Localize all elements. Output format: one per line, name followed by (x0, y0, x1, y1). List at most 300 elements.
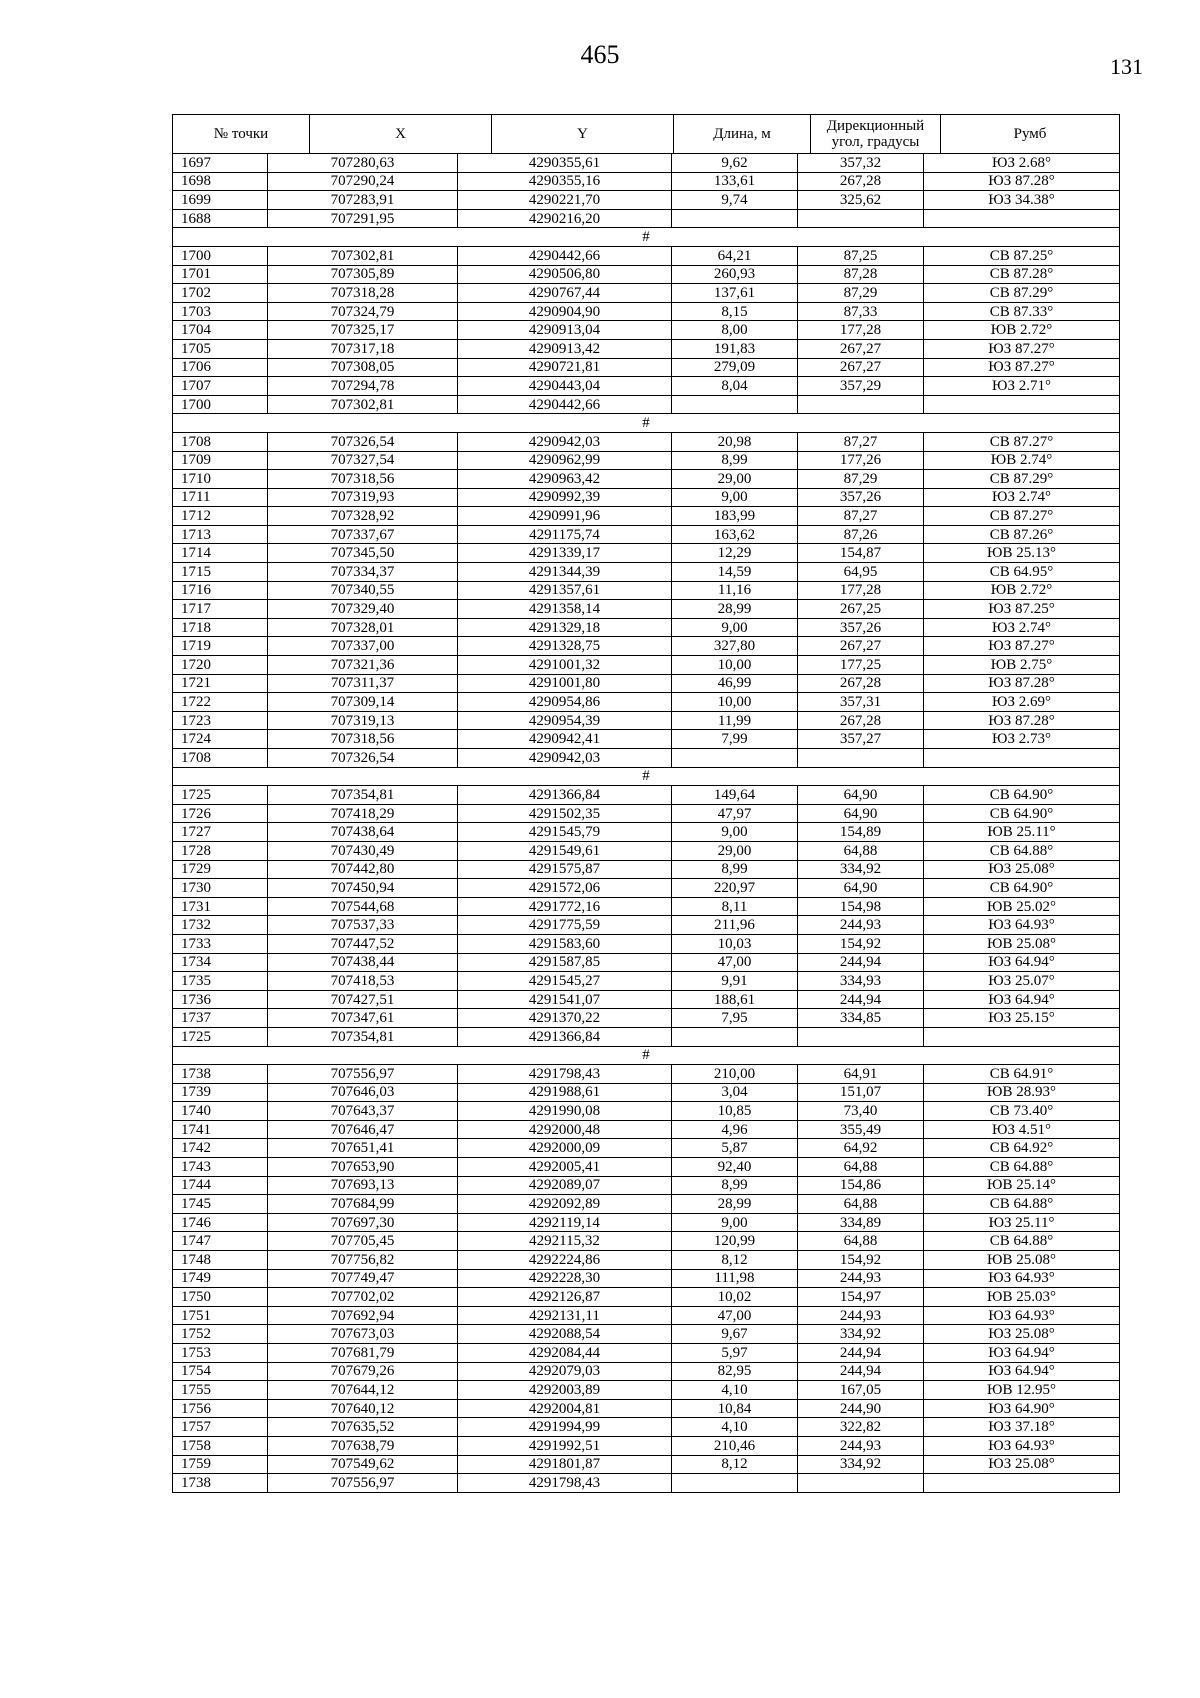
cell-length: 5,87 (672, 1139, 798, 1158)
cell-y: 4292224,86 (458, 1251, 672, 1270)
cell-x: 707635,52 (268, 1418, 458, 1437)
cell-y: 4290942,03 (458, 749, 672, 768)
cell-length: 11,99 (672, 711, 798, 730)
cell-angle: 154,87 (798, 544, 924, 563)
cell-x: 707749,47 (268, 1269, 458, 1288)
separator-row (173, 414, 1120, 433)
table-row (173, 191, 1120, 210)
table-row (173, 1288, 1120, 1307)
cell-x: 707326,54 (268, 432, 458, 451)
cell-point: 1737 (173, 1009, 268, 1028)
cell-y: 4292126,87 (458, 1288, 672, 1307)
cell-rumb: ЮЗ 87.28° (924, 711, 1120, 730)
cell-length: 163,62 (672, 525, 798, 544)
table-row (173, 674, 1120, 693)
cell-point: 1756 (173, 1399, 268, 1418)
table-row (173, 972, 1120, 991)
cell-point: 1749 (173, 1269, 268, 1288)
cell-length: 111,98 (672, 1269, 798, 1288)
cell-y: 4291175,74 (458, 525, 672, 544)
cell-angle: 64,91 (798, 1065, 924, 1084)
cell-y: 4292004,81 (458, 1399, 672, 1418)
cell-angle: 244,90 (798, 1399, 924, 1418)
cell-angle: 87,26 (798, 525, 924, 544)
cell-point: 1725 (173, 786, 268, 805)
table-row (173, 1474, 1120, 1493)
table-row (173, 563, 1120, 582)
cell-rumb: СВ 64.88° (924, 1158, 1120, 1177)
cell-x: 707651,41 (268, 1139, 458, 1158)
table-row (173, 339, 1120, 358)
cell-rumb: ЮЗ 64.94° (924, 1344, 1120, 1363)
cell-point: 1719 (173, 637, 268, 656)
table-row (173, 1195, 1120, 1214)
cell-x: 707345,50 (268, 544, 458, 563)
cell-y: 4291001,32 (458, 656, 672, 675)
cell-point: 1699 (173, 191, 268, 210)
table-row (173, 1436, 1120, 1455)
cell-rumb: СВ 87.29° (924, 470, 1120, 489)
cell-rumb: ЮВ 2.75° (924, 656, 1120, 675)
cell-length: 120,99 (672, 1232, 798, 1251)
cell-angle: 154,89 (798, 823, 924, 842)
cell-angle: 73,40 (798, 1102, 924, 1121)
cell-angle (798, 395, 924, 414)
cell-length: 211,96 (672, 916, 798, 935)
cell-x: 707290,24 (268, 172, 458, 191)
cell-y: 4290506,80 (458, 265, 672, 284)
table-row (173, 1399, 1120, 1418)
table-row (173, 600, 1120, 619)
cell-x: 707321,36 (268, 656, 458, 675)
table-row (173, 990, 1120, 1009)
cell-rumb: ЮЗ 64.93° (924, 1269, 1120, 1288)
separator-row (173, 1046, 1120, 1065)
cell-angle: 357,26 (798, 488, 924, 507)
cell-rumb: СВ 64.91° (924, 1065, 1120, 1084)
separator-mark: # (173, 1046, 1120, 1065)
cell-point: 1739 (173, 1083, 268, 1102)
cell-angle: 64,95 (798, 563, 924, 582)
cell-x: 707644,12 (268, 1381, 458, 1400)
cell-y: 4291541,07 (458, 990, 672, 1009)
cell-length: 4,96 (672, 1120, 798, 1139)
cell-y: 4290913,04 (458, 321, 672, 340)
cell-y: 4290954,86 (458, 693, 672, 712)
cell-length: 28,99 (672, 1195, 798, 1214)
cell-length: 64,21 (672, 246, 798, 265)
cell-rumb: ЮЗ 34.38° (924, 191, 1120, 210)
cell-x: 707427,51 (268, 990, 458, 1009)
cell-x: 707697,30 (268, 1213, 458, 1232)
cell-y: 4291988,61 (458, 1083, 672, 1102)
cell-length (672, 395, 798, 414)
cell-y: 4291587,85 (458, 953, 672, 972)
cell-length: 188,61 (672, 990, 798, 1009)
cell-point: 1738 (173, 1065, 268, 1084)
cell-rumb: ЮЗ 4.51° (924, 1120, 1120, 1139)
cell-point: 1705 (173, 339, 268, 358)
table-row (173, 1120, 1120, 1139)
cell-rumb (924, 209, 1120, 228)
header-point: № точки (173, 115, 310, 154)
cell-rumb: ЮЗ 2.68° (924, 154, 1120, 173)
cell-x: 707438,44 (268, 953, 458, 972)
cell-length: 9,00 (672, 823, 798, 842)
cell-rumb: СВ 64.90° (924, 786, 1120, 805)
cell-length: 220,97 (672, 879, 798, 898)
cell-angle: 334,92 (798, 860, 924, 879)
cell-length: 8,12 (672, 1455, 798, 1474)
cell-angle: 151,07 (798, 1083, 924, 1102)
cell-x: 707280,63 (268, 154, 458, 173)
cell-angle: 334,92 (798, 1455, 924, 1474)
cell-length: 12,29 (672, 544, 798, 563)
cell-angle (798, 1027, 924, 1046)
cell-angle (798, 749, 924, 768)
table-row (173, 1325, 1120, 1344)
cell-y: 4291329,18 (458, 618, 672, 637)
cell-point: 1750 (173, 1288, 268, 1307)
cell-y: 4291545,27 (458, 972, 672, 991)
table-row (173, 209, 1120, 228)
cell-angle: 87,29 (798, 470, 924, 489)
coordinates-table-body (173, 154, 1120, 1493)
table-row (173, 1065, 1120, 1084)
cell-point: 1707 (173, 377, 268, 396)
table-row (173, 1176, 1120, 1195)
cell-rumb: ЮЗ 25.15° (924, 1009, 1120, 1028)
cell-rumb: СВ 87.25° (924, 246, 1120, 265)
separator-mark: # (173, 414, 1120, 433)
cell-point: 1731 (173, 897, 268, 916)
cell-angle: 154,92 (798, 1251, 924, 1270)
cell-angle: 154,86 (798, 1176, 924, 1195)
cell-point: 1718 (173, 618, 268, 637)
table-row (173, 507, 1120, 526)
cell-y: 4290942,41 (458, 730, 672, 749)
cell-length (672, 209, 798, 228)
cell-y: 4290721,81 (458, 358, 672, 377)
cell-length: 10,03 (672, 934, 798, 953)
table-row (173, 1455, 1120, 1474)
cell-x: 707334,37 (268, 563, 458, 582)
cell-length: 8,11 (672, 897, 798, 916)
cell-point: 1751 (173, 1306, 268, 1325)
cell-point: 1714 (173, 544, 268, 563)
cell-y: 4292131,11 (458, 1306, 672, 1325)
cell-angle: 177,28 (798, 321, 924, 340)
cell-y: 4292000,09 (458, 1139, 672, 1158)
cell-rumb: ЮЗ 2.74° (924, 618, 1120, 637)
cell-x: 707442,80 (268, 860, 458, 879)
cell-x: 707556,97 (268, 1474, 458, 1493)
cell-rumb: ЮВ 25.13° (924, 544, 1120, 563)
cell-length: 47,97 (672, 804, 798, 823)
cell-x: 707549,62 (268, 1455, 458, 1474)
table-row (173, 302, 1120, 321)
cell-length: 28,99 (672, 600, 798, 619)
table-row (173, 1251, 1120, 1270)
cell-y: 4292005,41 (458, 1158, 672, 1177)
cell-y: 4291502,35 (458, 804, 672, 823)
cell-rumb: СВ 64.88° (924, 1195, 1120, 1214)
cell-y: 4290443,04 (458, 377, 672, 396)
cell-rumb: СВ 64.88° (924, 1232, 1120, 1251)
table-row (173, 321, 1120, 340)
cell-x: 707673,03 (268, 1325, 458, 1344)
cell-rumb: СВ 87.29° (924, 284, 1120, 303)
cell-rumb: СВ 87.27° (924, 507, 1120, 526)
cell-rumb: ЮЗ 25.11° (924, 1213, 1120, 1232)
cell-y: 4291001,80 (458, 674, 672, 693)
cell-x: 707640,12 (268, 1399, 458, 1418)
cell-length: 7,99 (672, 730, 798, 749)
table-row (173, 1381, 1120, 1400)
cell-length: 9,00 (672, 488, 798, 507)
table-row (173, 1102, 1120, 1121)
cell-length: 137,61 (672, 284, 798, 303)
cell-angle (798, 209, 924, 228)
cell-point: 1753 (173, 1344, 268, 1363)
cell-angle (798, 1474, 924, 1493)
cell-length: 183,99 (672, 507, 798, 526)
cell-point: 1732 (173, 916, 268, 935)
cell-rumb: СВ 64.90° (924, 804, 1120, 823)
cell-y: 4290442,66 (458, 246, 672, 265)
cell-x: 707705,45 (268, 1232, 458, 1251)
table-row (173, 172, 1120, 191)
cell-rumb: ЮВ 25.02° (924, 897, 1120, 916)
cell-point: 1744 (173, 1176, 268, 1195)
cell-length: 8,99 (672, 860, 798, 879)
table-row (173, 1344, 1120, 1363)
cell-point: 1758 (173, 1436, 268, 1455)
cell-angle: 244,93 (798, 1306, 924, 1325)
table-row (173, 284, 1120, 303)
cell-rumb: ЮЗ 87.25° (924, 600, 1120, 619)
cell-length: 327,80 (672, 637, 798, 656)
cell-angle: 267,28 (798, 711, 924, 730)
separator-row (173, 767, 1120, 786)
cell-point: 1740 (173, 1102, 268, 1121)
cell-angle: 64,90 (798, 804, 924, 823)
header-length: Длина, м (674, 115, 811, 154)
cell-angle: 357,26 (798, 618, 924, 637)
cell-y: 4292084,44 (458, 1344, 672, 1363)
table-row (173, 246, 1120, 265)
cell-point: 1747 (173, 1232, 268, 1251)
cell-point: 1697 (173, 154, 268, 173)
cell-rumb (924, 1027, 1120, 1046)
cell-angle: 64,88 (798, 1158, 924, 1177)
cell-x: 707337,00 (268, 637, 458, 656)
cell-angle: 267,27 (798, 637, 924, 656)
cell-angle: 64,90 (798, 879, 924, 898)
cell-rumb: ЮЗ 2.74° (924, 488, 1120, 507)
cell-y: 4292079,03 (458, 1362, 672, 1381)
cell-x: 707317,18 (268, 339, 458, 358)
cell-y: 4291344,39 (458, 563, 672, 582)
cell-point: 1738 (173, 1474, 268, 1493)
cell-x: 707318,56 (268, 470, 458, 489)
cell-length: 260,93 (672, 265, 798, 284)
cell-y: 4292119,14 (458, 1213, 672, 1232)
cell-x: 707291,95 (268, 209, 458, 228)
header-angle-line1: Дирекционный (826, 118, 925, 134)
table-row (173, 823, 1120, 842)
cell-x: 707430,49 (268, 841, 458, 860)
cell-y: 4292003,89 (458, 1381, 672, 1400)
cell-length (672, 1474, 798, 1493)
cell-length: 210,00 (672, 1065, 798, 1084)
table-row (173, 693, 1120, 712)
cell-length: 14,59 (672, 563, 798, 582)
cell-point: 1755 (173, 1381, 268, 1400)
table-row (173, 1158, 1120, 1177)
cell-y: 4292092,89 (458, 1195, 672, 1214)
cell-rumb: СВ 64.88° (924, 841, 1120, 860)
cell-y: 4292228,30 (458, 1269, 672, 1288)
table-row (173, 804, 1120, 823)
cell-y: 4291772,16 (458, 897, 672, 916)
cell-x: 707556,97 (268, 1065, 458, 1084)
cell-length: 10,85 (672, 1102, 798, 1121)
cell-angle: 244,93 (798, 1436, 924, 1455)
cell-point: 1730 (173, 879, 268, 898)
cell-length: 8,04 (672, 377, 798, 396)
cell-rumb: ЮЗ 87.28° (924, 172, 1120, 191)
cell-angle: 87,27 (798, 507, 924, 526)
cell-angle: 64,88 (798, 841, 924, 860)
cell-point: 1708 (173, 749, 268, 768)
table-row (173, 618, 1120, 637)
cell-point: 1748 (173, 1251, 268, 1270)
cell-y: 4292088,54 (458, 1325, 672, 1344)
cell-y: 4291994,99 (458, 1418, 672, 1437)
cell-angle: 244,94 (798, 990, 924, 1009)
cell-x: 707319,13 (268, 711, 458, 730)
cell-length: 10,84 (672, 1399, 798, 1418)
cell-rumb: ЮВ 2.72° (924, 581, 1120, 600)
cell-angle: 355,49 (798, 1120, 924, 1139)
table-row (173, 1269, 1120, 1288)
cell-x: 707693,13 (268, 1176, 458, 1195)
cell-x: 707283,91 (268, 191, 458, 210)
cell-length: 9,67 (672, 1325, 798, 1344)
cell-point: 1729 (173, 860, 268, 879)
cell-point: 1742 (173, 1139, 268, 1158)
coordinates-table (172, 153, 1120, 1493)
cell-x: 707702,02 (268, 1288, 458, 1307)
cell-length: 10,00 (672, 656, 798, 675)
cell-point: 1710 (173, 470, 268, 489)
cell-y: 4290767,44 (458, 284, 672, 303)
cell-rumb: СВ 64.95° (924, 563, 1120, 582)
table-row (173, 841, 1120, 860)
cell-angle: 87,29 (798, 284, 924, 303)
table-row (173, 1139, 1120, 1158)
cell-angle: 267,28 (798, 172, 924, 191)
table-row (173, 953, 1120, 972)
cell-length: 10,00 (672, 693, 798, 712)
cell-point: 1700 (173, 246, 268, 265)
cell-length: 7,95 (672, 1009, 798, 1028)
cell-x: 707681,79 (268, 1344, 458, 1363)
cell-angle: 267,28 (798, 674, 924, 693)
cell-x: 707329,40 (268, 600, 458, 619)
table-header (172, 114, 1120, 154)
table-row (173, 749, 1120, 768)
cell-y: 4291575,87 (458, 860, 672, 879)
cell-length: 279,09 (672, 358, 798, 377)
table-row (173, 1009, 1120, 1028)
cell-y: 4291358,14 (458, 600, 672, 619)
cell-x: 707354,81 (268, 1027, 458, 1046)
cell-length: 133,61 (672, 172, 798, 191)
cell-y: 4290954,39 (458, 711, 672, 730)
cell-angle: 64,88 (798, 1232, 924, 1251)
cell-y: 4291339,17 (458, 544, 672, 563)
cell-y: 4292000,48 (458, 1120, 672, 1139)
cell-y: 4290216,20 (458, 209, 672, 228)
cell-y: 4291328,75 (458, 637, 672, 656)
cell-rumb: ЮВ 25.08° (924, 934, 1120, 953)
cell-point: 1727 (173, 823, 268, 842)
cell-rumb: СВ 87.33° (924, 302, 1120, 321)
page-number-center: 465 (580, 40, 620, 69)
cell-point: 1759 (173, 1455, 268, 1474)
cell-point: 1728 (173, 841, 268, 860)
cell-angle: 267,25 (798, 600, 924, 619)
table-row (173, 934, 1120, 953)
cell-point: 1725 (173, 1027, 268, 1046)
cell-x: 707319,93 (268, 488, 458, 507)
cell-y: 4292115,32 (458, 1232, 672, 1251)
cell-length: 8,15 (672, 302, 798, 321)
cell-x: 707347,61 (268, 1009, 458, 1028)
cell-point: 1722 (173, 693, 268, 712)
cell-x: 707326,54 (268, 749, 458, 768)
cell-rumb: СВ 87.28° (924, 265, 1120, 284)
cell-y: 4290962,99 (458, 451, 672, 470)
cell-point: 1703 (173, 302, 268, 321)
cell-y: 4291370,22 (458, 1009, 672, 1028)
cell-y: 4290221,70 (458, 191, 672, 210)
cell-y: 4291801,87 (458, 1455, 672, 1474)
cell-x: 707354,81 (268, 786, 458, 805)
cell-y: 4292089,07 (458, 1176, 672, 1195)
cell-length: 5,97 (672, 1344, 798, 1363)
cell-length: 9,00 (672, 618, 798, 637)
header-y: Y (492, 115, 674, 154)
table-row (173, 544, 1120, 563)
cell-y: 4291992,51 (458, 1436, 672, 1455)
table-row (173, 377, 1120, 396)
cell-rumb: ЮВ 25.08° (924, 1251, 1120, 1270)
cell-angle: 334,85 (798, 1009, 924, 1028)
cell-angle: 322,82 (798, 1418, 924, 1437)
table-row (173, 1083, 1120, 1102)
table-row (173, 1362, 1120, 1381)
cell-y: 4290992,39 (458, 488, 672, 507)
cell-rumb: ЮЗ 64.94° (924, 990, 1120, 1009)
cell-y: 4291549,61 (458, 841, 672, 860)
table-row (173, 1213, 1120, 1232)
cell-length (672, 1027, 798, 1046)
cell-x: 707653,90 (268, 1158, 458, 1177)
cell-angle: 325,62 (798, 191, 924, 210)
